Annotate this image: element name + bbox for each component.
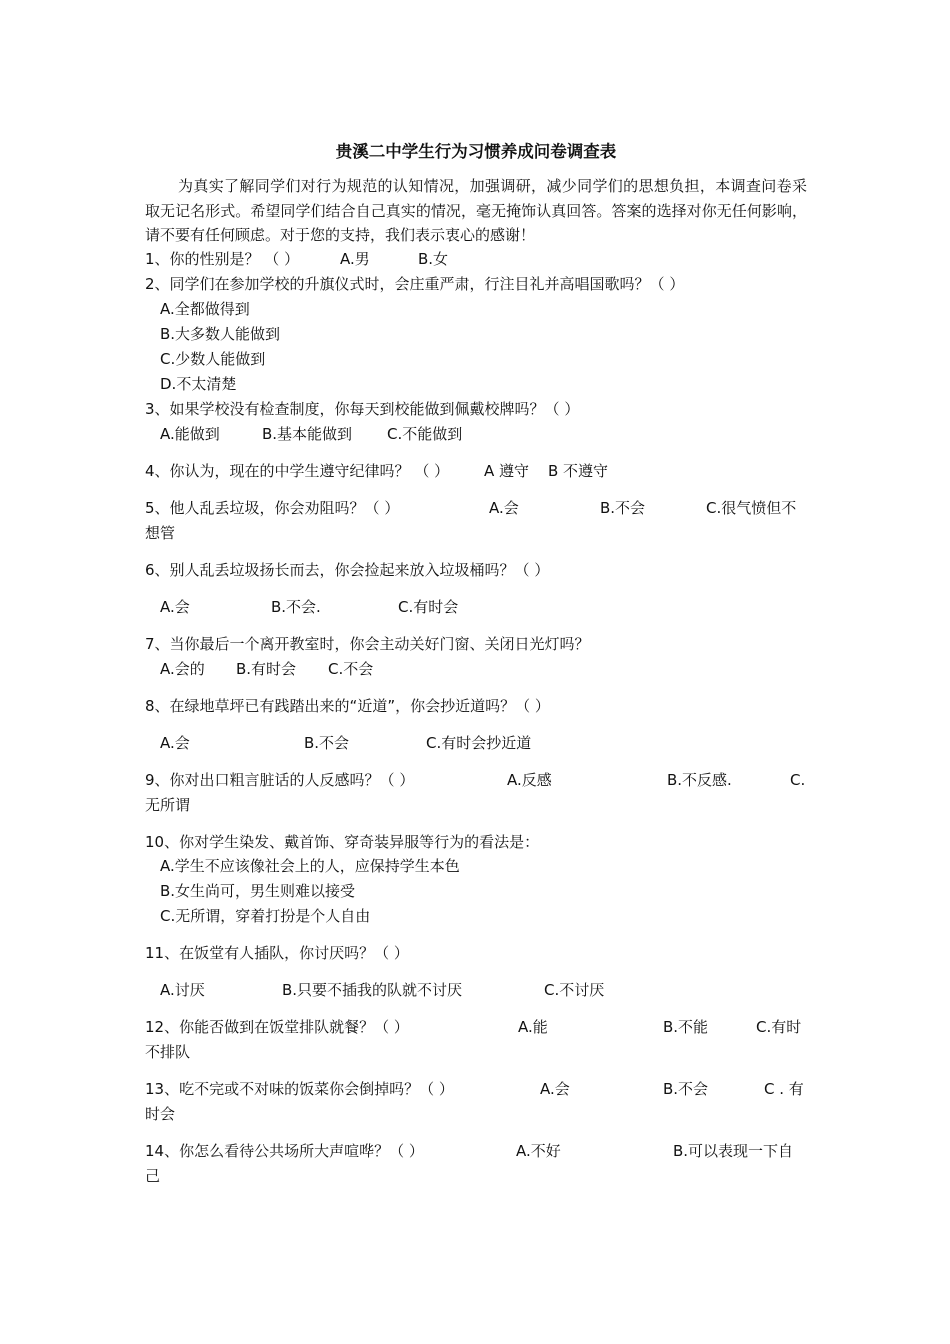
q7-option-a: A.会的: [160, 660, 205, 678]
q12-option-c: C.有时: [756, 1018, 802, 1036]
q5-option-c: C.很气愤但不: [706, 499, 797, 517]
q14-option-b-continued: 己: [145, 1167, 161, 1185]
question-3: 3、如果学校没有检查制度，你每天到校能做到佩戴校牌吗？（ ）: [145, 400, 580, 418]
q12-option-a: A.能: [518, 1018, 548, 1036]
q3-option-c: C.不能做到: [387, 425, 463, 443]
q12-option-b: B.不能: [663, 1018, 709, 1036]
q9-option-c: C.: [790, 771, 806, 789]
q6-option-a: A.会: [160, 598, 190, 616]
q2-option-c: C.少数人能做到: [160, 350, 266, 368]
question-6: 6、别人乱丢垃圾扬长而去，你会捡起来放入垃圾桶吗？（ ）: [145, 561, 550, 579]
q11-option-b: B.只要不插我的队就不讨厌: [282, 981, 463, 999]
q13-option-b: B.不会: [663, 1080, 709, 1098]
question-1: 1、你的性别是？ （ ）: [145, 250, 300, 268]
q8-option-c: C.有时会抄近道: [426, 734, 532, 752]
q13-option-c-continued: 时会: [145, 1105, 176, 1123]
q2-option-d: D.不太清楚: [160, 375, 237, 393]
question-4: 4、你认为，现在的中学生遵守纪律吗？ （ ）: [145, 462, 450, 480]
q3-option-a: A.能做到: [160, 425, 220, 443]
q5-option-c-continued: 想管: [145, 524, 176, 542]
q13-option-c: C . 有: [764, 1080, 804, 1098]
q2-option-a: A.全都做得到: [160, 300, 250, 318]
q14-option-a: A.不好: [516, 1142, 561, 1160]
q6-option-c: C.有时会: [398, 598, 459, 616]
q4-option-b: B 不遵守: [548, 462, 609, 480]
question-8: 8、在绿地草坪已有践踏出来的“近道”，你会抄近道吗？（ ）: [145, 697, 550, 715]
q4-option-a: A 遵守: [484, 462, 530, 480]
question-11: 11、在饭堂有人插队，你讨厌吗？（ ）: [145, 944, 409, 962]
q1-option-a: A.男: [340, 250, 370, 268]
intro-paragraph: 为真实了解同学们对行为规范的认知情况，加强调研，减少同学们的思想负担，本调查问卷采取无记名形式。希望同学们结合自己真实的情况，毫无掩饰认真回答。答案的选择对你无任何影响，请不要有任何顾虑。对于您的支持，我们表示衷心的感谢！: [145, 177, 807, 244]
q5-option-b: B.不会: [600, 499, 646, 517]
q1-option-b: B.女: [418, 250, 449, 268]
q10-option-b: B.女生尚可，男生则难以接受: [160, 882, 356, 900]
q12-option-c-continued: 不排队: [145, 1043, 191, 1061]
question-2: 2、同学们在参加学校的升旗仪式时，会庄重严肃，行注目礼并高唱国歌吗？（ ）: [145, 275, 685, 293]
q7-option-c: C.不会: [328, 660, 374, 678]
q5-option-a: A.会: [489, 499, 519, 517]
question-13: 13、吃不完或不对味的饭菜你会倒掉吗？（ ）: [145, 1080, 454, 1098]
q9-option-c-continued: 无所谓: [145, 796, 191, 814]
question-5: 5、他人乱丢垃圾，你会劝阻吗？（ ）: [145, 499, 400, 517]
q14-option-b: B.可以表现一下自: [673, 1142, 794, 1160]
q3-option-b: B.基本能做到: [262, 425, 353, 443]
q9-option-a: A.反感: [507, 771, 552, 789]
question-9: 9、你对出口粗言脏话的人反感吗？（ ）: [145, 771, 415, 789]
q8-option-a: A.会: [160, 734, 190, 752]
q8-option-b: B.不会: [304, 734, 350, 752]
question-12: 12、你能否做到在饭堂排队就餐？（ ）: [145, 1018, 409, 1036]
q11-option-c: C.不讨厌: [544, 981, 605, 999]
q10-option-c: C.无所谓，穿着打扮是个人自由: [160, 907, 371, 925]
question-7: 7、当你最后一个离开教室时，你会主动关好门窗、关闭日光灯吗？: [145, 635, 590, 653]
q7-option-b: B.有时会: [236, 660, 297, 678]
question-10: 10、你对学生染发、戴首饰、穿奇装异服等行为的看法是：: [145, 833, 540, 851]
q9-option-b: B.不反感.: [667, 771, 732, 789]
page-title: 贵溪二中学生行为习惯养成问卷调查表: [335, 142, 617, 161]
q13-option-a: A.会: [540, 1080, 570, 1098]
q6-option-b: B.不会.: [271, 598, 321, 616]
q10-option-a: A.学生不应该像社会上的人，应保持学生本色: [160, 857, 460, 875]
q11-option-a: A.讨厌: [160, 981, 205, 999]
question-14: 14、你怎么看待公共场所大声喧哗？（ ）: [145, 1142, 424, 1160]
q2-option-b: B.大多数人能做到: [160, 325, 281, 343]
